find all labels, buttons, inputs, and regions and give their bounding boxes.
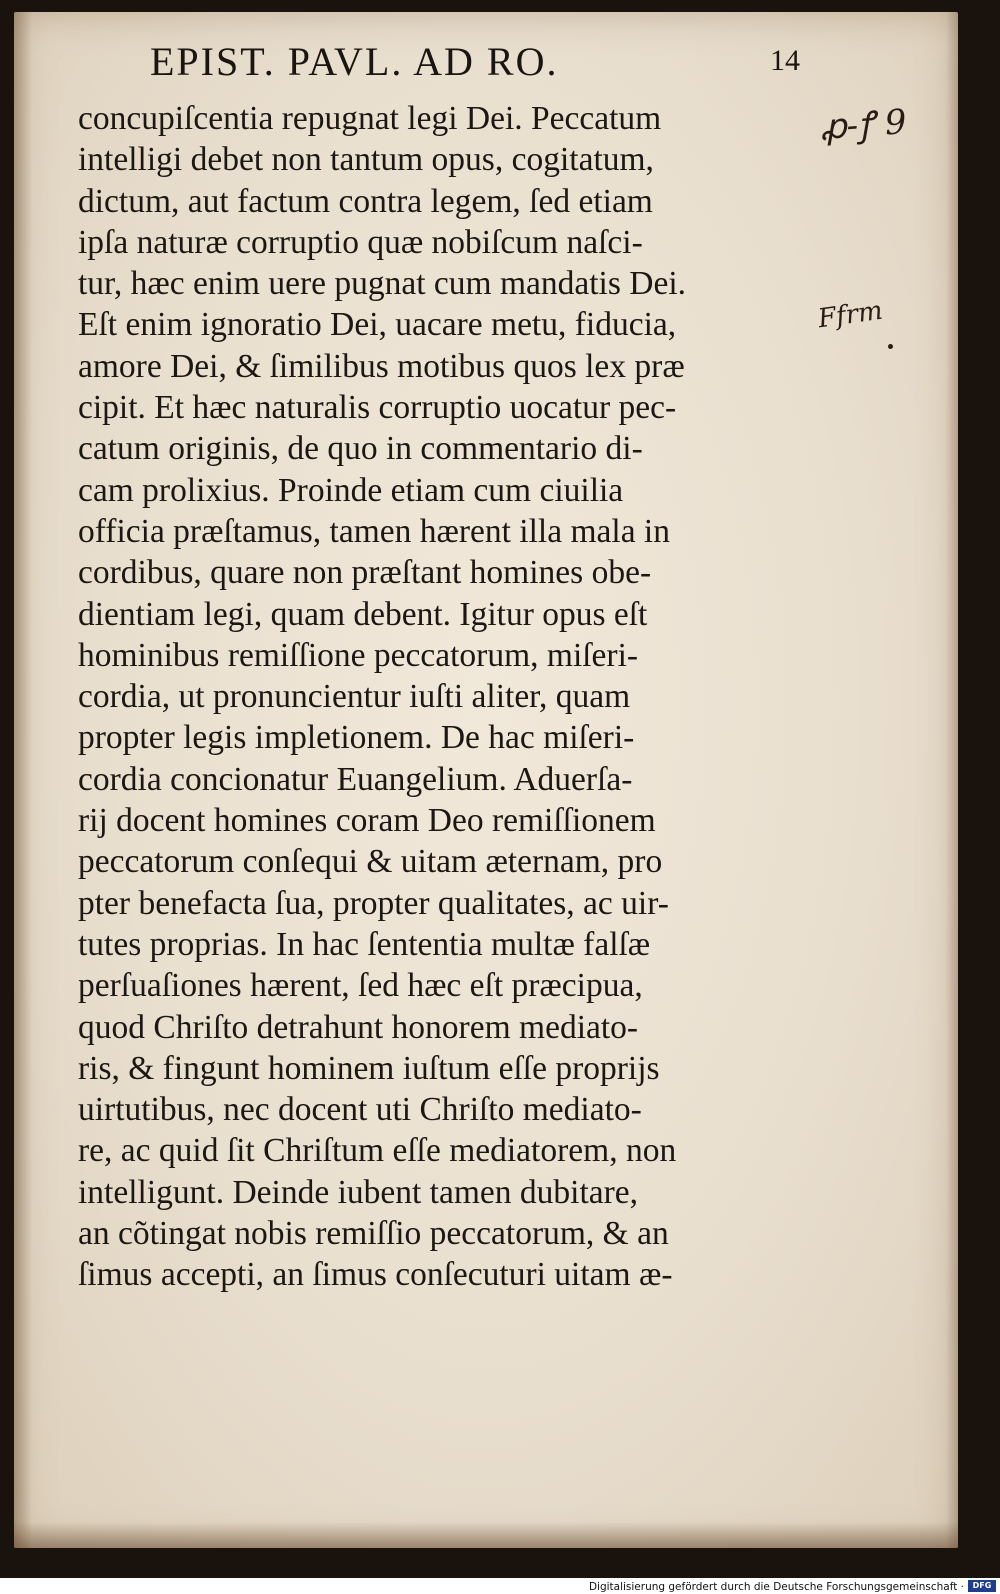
text-line: amore Dei, & ſimilibus motibus quos lex præ (78, 347, 685, 385)
text-line: intelligi debet non tantum opus, cogitatum, (78, 141, 654, 179)
page-shadow-right (946, 12, 958, 1548)
text-line: ris, & fingunt hominem iuſtum eſſe proprijs (78, 1049, 660, 1087)
page-shadow-left (14, 12, 32, 1548)
text-line: peccatorum conſequi & uitam æternam, pro (78, 843, 663, 881)
text-line: quod Chriſto detrahunt honorem mediato- (78, 1008, 639, 1046)
running-title: EPIST. PAVL. AD RO. (150, 39, 559, 84)
text-line: an cõtingat nobis remiſſio peccatorum, & an (78, 1215, 669, 1253)
text-line: officia præſtamus, tamen hærent illa mala in (78, 512, 670, 550)
text-line: ſimus accepti, an ſimus conſecuturi uitam æ- (78, 1256, 673, 1294)
text-line: cipit. Et hæc naturalis corruptio uocatur pec- (78, 389, 677, 427)
page-shadow-bottom (14, 1522, 958, 1548)
dfg-logo: DFG (968, 1580, 996, 1592)
handwritten-note-top: ꝓ-ꝭ 9 (818, 102, 908, 148)
text-line: tur, hæc enim uere pugnat cum mandatis Dei. (78, 265, 687, 303)
text-line: concupiſcentia repugnat legi Dei. Peccatum (78, 100, 662, 137)
ink-speck (888, 344, 893, 349)
text-line: cordibus, quare non præſtant homines obe- (78, 554, 652, 592)
text-line: re, ac quid ſit Chriſtum eſſe mediatorem, non (78, 1132, 677, 1170)
text-line: perſuaſiones hærent, ſed hæc eſt præcipua, (78, 967, 643, 1005)
text-line: dictum, aut factum contra legem, ſed etiam (78, 182, 653, 220)
text-line: pter benefacta ſua, propter qualitates, ac uir- (78, 884, 669, 922)
text-line: intelligunt. Deinde iubent tamen dubitare, (78, 1173, 639, 1211)
footer-credit: Digitalisierung gefördert durch die Deutsche Forschungsgemeinschaft · (588, 1581, 964, 1593)
text-line: cordia, ut pronuncientur iuſti aliter, quam (78, 678, 631, 716)
page-number: 14 (770, 44, 800, 77)
text-line: uirtutibus, nec docent uti Chriſto mediato- (78, 1091, 642, 1129)
handwritten-note-middle: Ffrm (816, 295, 885, 335)
text-line: propter legis impletionem. De hac miſeri- (78, 719, 635, 757)
text-line: Eſt enim ignoratio Dei, uacare metu, fiducia, (78, 306, 677, 344)
text-line: tutes proprias. In hac ſententia multæ falſæ (78, 925, 651, 963)
body-text (78, 98, 808, 1296)
text-line: catum originis, de quo in commentario di- (78, 430, 643, 468)
text-line: hominibus remiſſione peccatorum, miſeri- (78, 636, 639, 674)
text-line: dientiam legi, quam debent. Igitur opus eſt (78, 595, 648, 633)
text-line: cordia concionatur Euangelium. Aduerſa- (78, 760, 633, 798)
text-line: cam prolixius. Proinde etiam cum ciuilia (78, 471, 624, 509)
text-line: rij docent homines coram Deo remiſſionem (78, 802, 656, 840)
text-line: ipſa naturæ corruptio quæ nobiſcum naſci- (78, 223, 643, 261)
